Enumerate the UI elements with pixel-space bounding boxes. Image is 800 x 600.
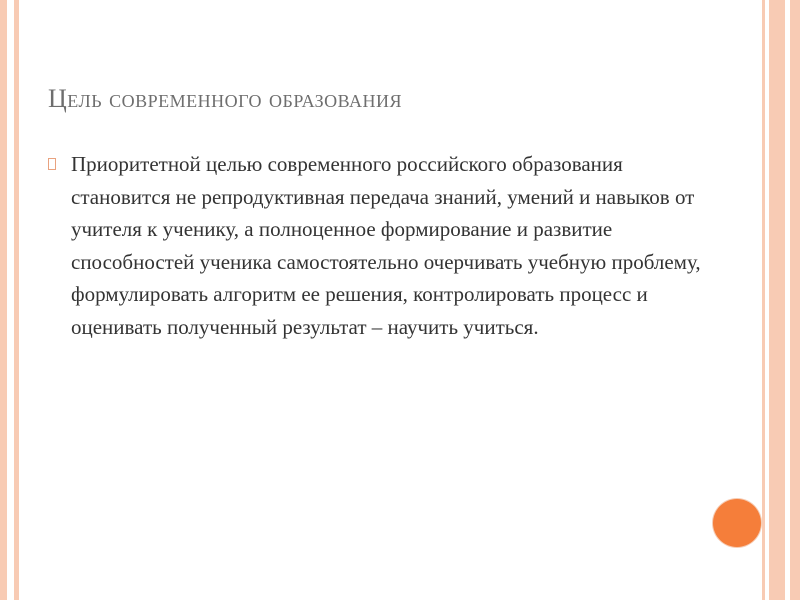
bullet-marker-icon (48, 158, 56, 170)
decorative-circle-icon (713, 499, 761, 547)
bullet-text: Приоритетной целью современного российского образования становится не репродуктивная передача знаний, умений и навыков от учителя к ученику, а полноценное формирование и развитие способностей ученика самостоятельно очерчивать учебную проблему, формулировать алгоритм ее решения, контролировать процесс и оценивать полученный результат – научить учиться. (71, 152, 701, 339)
right-frame-stripe-edge (790, 0, 800, 600)
bullet-item (44, 148, 704, 343)
slide-title: Цель современного образования (48, 84, 403, 113)
bullet-list (44, 148, 704, 343)
right-frame-stripe-wide (769, 0, 785, 600)
left-frame-stripe-outer (0, 0, 7, 600)
right-frame-stripe-thin (762, 0, 765, 600)
left-frame-stripe-inner (14, 0, 19, 600)
